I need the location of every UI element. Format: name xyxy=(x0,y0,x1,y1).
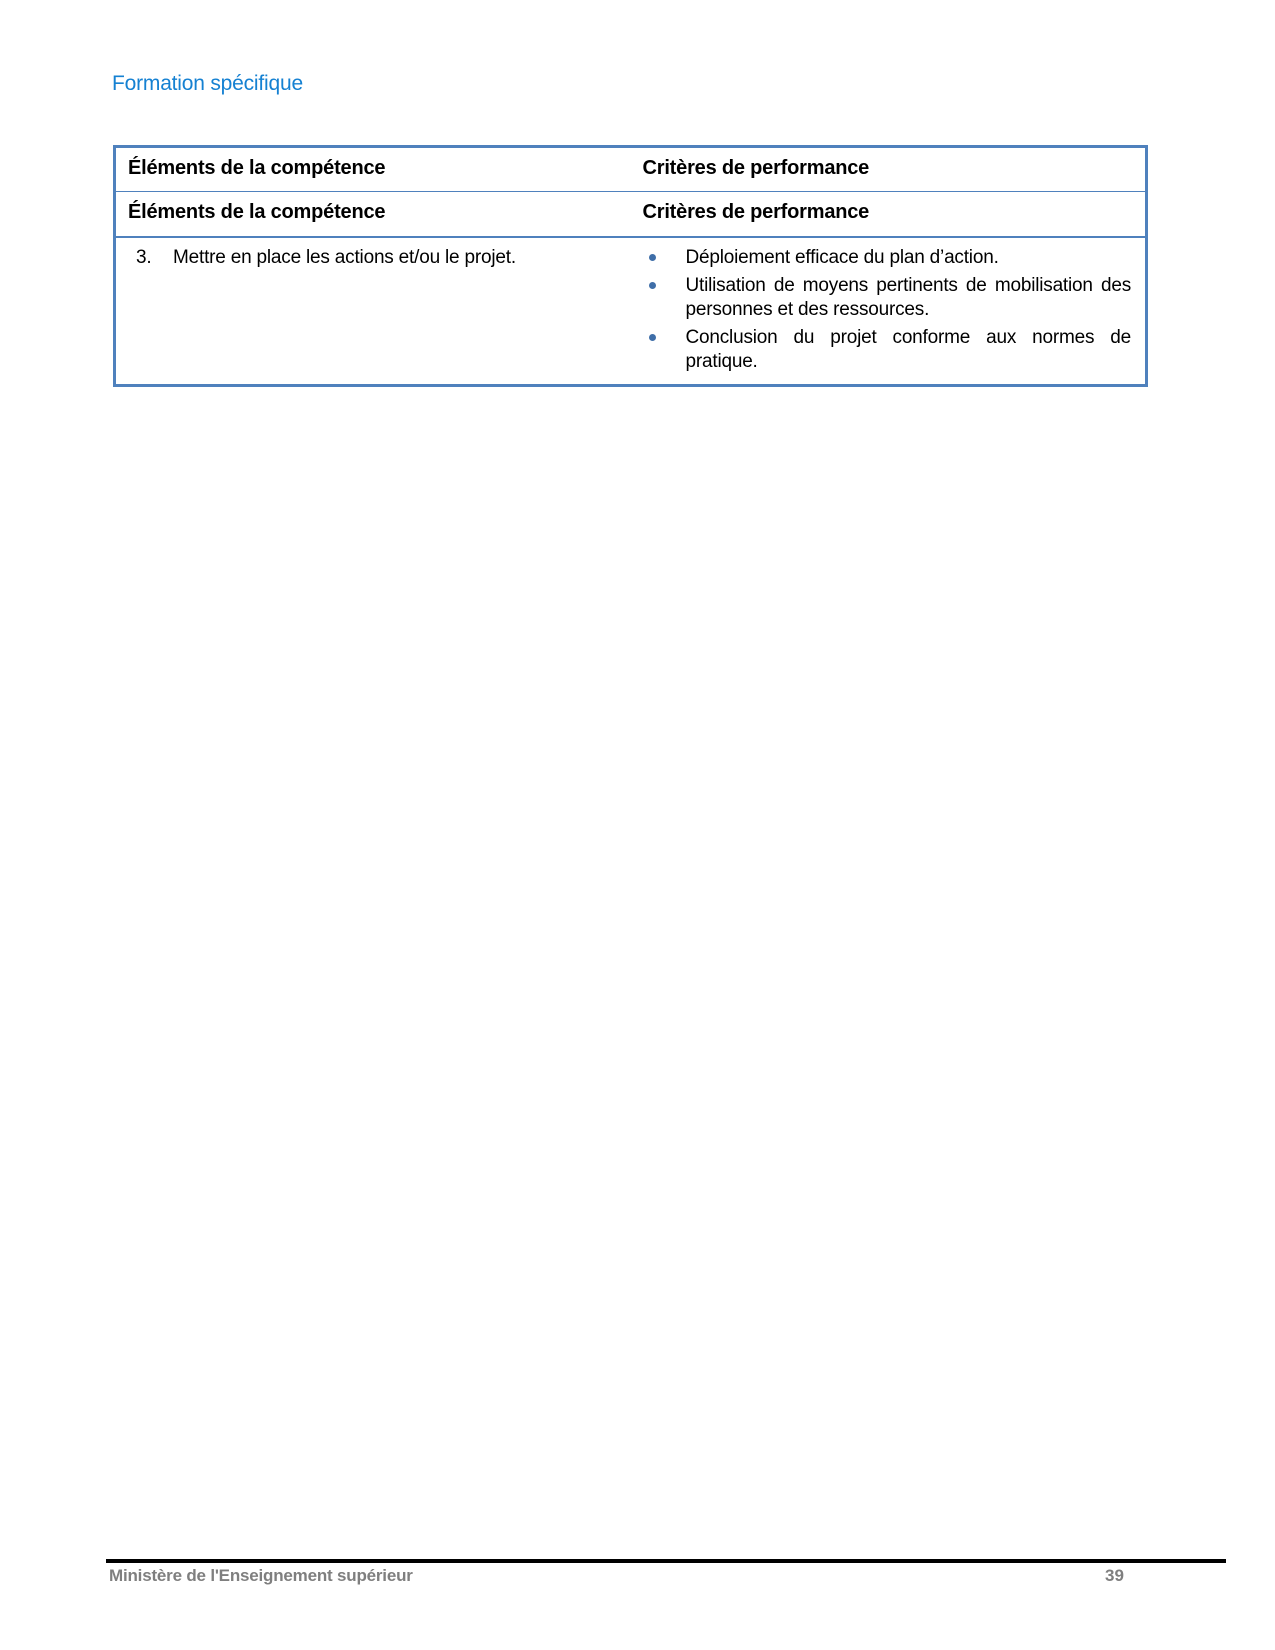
competence-table xyxy=(113,145,1148,387)
list-item xyxy=(631,246,1146,270)
list-item xyxy=(631,326,1146,374)
element-text: Mettre en place les actions et/ou le projet. xyxy=(173,246,516,268)
criteria-cell xyxy=(631,237,1147,386)
footer-divider xyxy=(106,1559,1226,1563)
footer-page-number: 39 xyxy=(1105,1566,1124,1585)
column-header-criteres-repeat: Critères de performance xyxy=(631,192,1147,237)
element-cell xyxy=(115,237,631,386)
section-label: Formation spécifique xyxy=(112,72,303,95)
criterion-text: Utilisation de moyens pertinents de mobilisation des personnes et des ressources. xyxy=(685,274,1131,320)
footer-ministry-label: Ministère de l'Enseignement supérieur xyxy=(109,1566,413,1585)
column-header-elements: Éléments de la compétence xyxy=(115,147,631,192)
bullet-icon xyxy=(649,334,656,341)
criterion-text: Déploiement efficace du plan d’action. xyxy=(685,246,999,268)
column-header-criteres: Critères de performance xyxy=(631,147,1147,192)
element-item xyxy=(116,246,631,270)
table-row xyxy=(115,237,1147,386)
table-header-row-1 xyxy=(115,147,1147,192)
bullet-icon xyxy=(649,254,656,261)
table-header-row-2 xyxy=(115,192,1147,237)
bullet-icon xyxy=(649,282,656,289)
column-header-elements-repeat: Éléments de la compétence xyxy=(115,192,631,237)
criterion-text: Conclusion du projet conforme aux normes de pratique. xyxy=(685,326,1131,372)
criteria-list xyxy=(631,246,1146,374)
element-number: 3. xyxy=(136,246,152,268)
list-item xyxy=(631,274,1146,322)
